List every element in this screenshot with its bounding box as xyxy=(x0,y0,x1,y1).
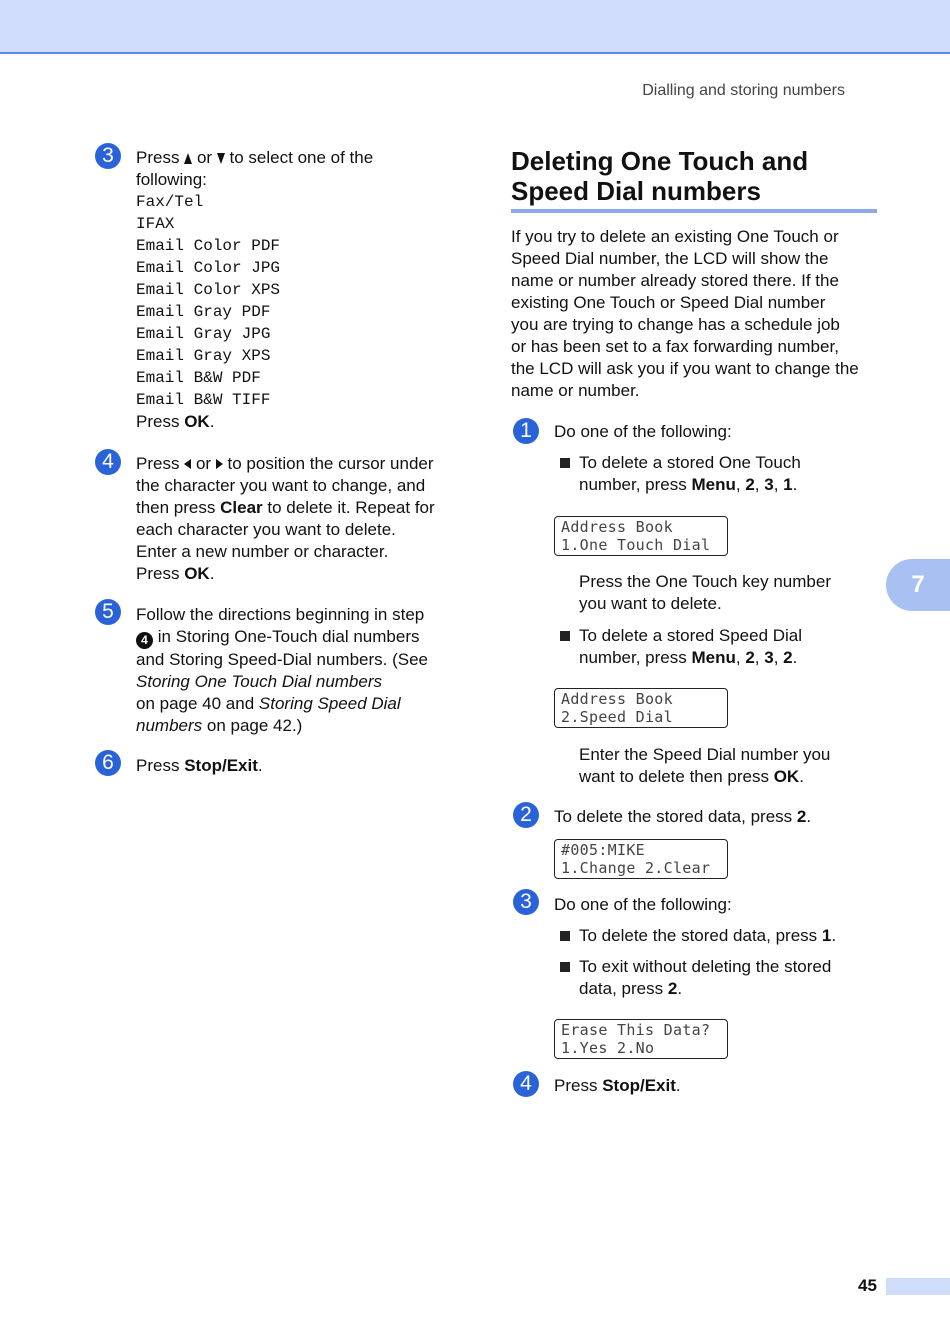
header-band xyxy=(0,0,950,54)
step-ref-icon: 4 xyxy=(136,632,153,649)
lcd-display: Address Book 2.Speed Dial xyxy=(554,688,728,728)
option-item: Email B&W TIFF xyxy=(136,391,271,409)
down-arrow-icon xyxy=(217,153,225,164)
after-lcd-2: Enter the Speed Dial number you want to delete then press OK. xyxy=(579,745,831,786)
bullet-square-icon xyxy=(560,931,570,941)
option-item: Email Color JPG xyxy=(136,259,281,277)
intro-paragraph: If you try to delete an existing One Touch or Speed Dial number, the LCD will show the name or number already stored there. If the existing One Touch or Speed Dial number you are trying to change has a schedule job or has been set to a fax forwarding number, the LCD will ask you if you want to change the name or number. xyxy=(511,227,859,400)
option-item: IFAX xyxy=(136,215,175,233)
right-step-4-number: 4 xyxy=(513,1071,539,1097)
left-arrow-icon xyxy=(184,459,191,469)
bullet-exit: To exit without deleting the stored data, press 2. xyxy=(579,956,879,1000)
chapter-tab: 7 xyxy=(886,559,950,611)
step-4-number: 4 xyxy=(95,449,121,475)
step-3-left: Press or to select one of the following: Fax/Tel IFAX Email Color PDF Email Color JPG Email Color XPS Email Gray PDF Email Gray JPG Email Gray XPS Email B&W PDF Email B&W TIFF Press OK. xyxy=(136,147,466,433)
step-3-number: 3 xyxy=(95,143,121,169)
option-item: Email Gray XPS xyxy=(136,347,271,365)
right-step-2-number: 2 xyxy=(513,802,539,828)
bullet-delete-data: To delete the stored data, press 1. xyxy=(579,925,879,947)
option-item: Email Color PDF xyxy=(136,237,281,255)
bullet-speed-dial: To delete a stored Speed Dial number, press Menu, 2, 3, 2. xyxy=(579,625,879,669)
right-step-1-text: Do one of the following: xyxy=(554,422,732,441)
up-arrow-icon xyxy=(184,153,192,164)
step-5-number: 5 xyxy=(95,599,121,625)
after-lcd-1: Press the One Touch key number you want to delete. xyxy=(579,572,831,613)
heading-rule xyxy=(511,209,877,213)
option-item: Fax/Tel xyxy=(136,193,204,211)
section-heading: Deleting One Touch and Speed Dial numbers xyxy=(511,146,809,206)
lcd-display: Address Book 1.One Touch Dial xyxy=(554,516,728,556)
step-5-left: Follow the directions beginning in step 4 in Storing One-Touch dial numbers and Storing Speed-Dial numbers. (See Storing One Touch Dial numbers on page 40 and Storing Speed Dial numbers on page 42.) xyxy=(136,605,428,735)
lcd-display: #005:MIKE 1.Change 2.Clear xyxy=(554,839,728,879)
running-head: Dialling and storing numbers xyxy=(642,82,845,99)
page-number: 45 xyxy=(858,1276,877,1295)
bullet-one-touch: To delete a stored One Touch number, press Menu, 2, 3, 1. xyxy=(579,452,879,496)
option-list xyxy=(136,191,466,411)
bullet-square-icon xyxy=(560,631,570,641)
bullet-square-icon xyxy=(560,458,570,468)
right-step-4-text: Press Stop/Exit. xyxy=(554,1076,681,1095)
lcd-display: Erase This Data? 1.Yes 2.No xyxy=(554,1019,728,1059)
step-6-number: 6 xyxy=(95,750,121,776)
bullet-square-icon xyxy=(560,962,570,972)
right-step-3-text: Do one of the following: xyxy=(554,895,732,914)
right-step-3-number: 3 xyxy=(513,889,539,915)
right-arrow-icon xyxy=(216,459,223,469)
option-item: Email Gray JPG xyxy=(136,325,271,343)
option-item: Email B&W PDF xyxy=(136,369,261,387)
right-step-1-number: 1 xyxy=(513,418,539,444)
option-item: Email Color XPS xyxy=(136,281,281,299)
right-step-2-text: To delete the stored data, press 2. xyxy=(554,807,812,826)
step-4-left: Press or to position the cursor under the character you want to change, and then press Clear to delete it. Repeat for each character you want to delete. Enter a new number or character. Press OK. xyxy=(136,454,435,583)
step-6-left: Press Stop/Exit. xyxy=(136,756,263,775)
option-item: Email Gray PDF xyxy=(136,303,271,321)
footer-band xyxy=(886,1278,950,1295)
